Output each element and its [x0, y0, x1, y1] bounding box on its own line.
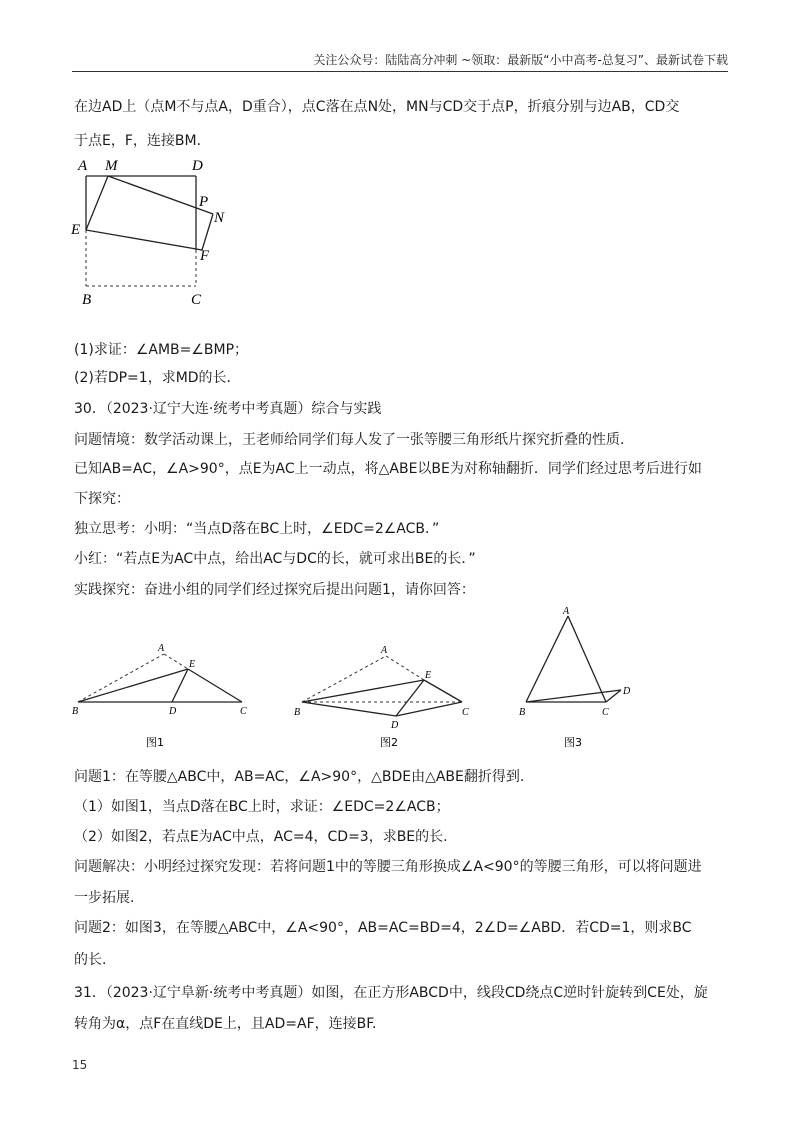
- fig2-label-C: C: [462, 707, 469, 718]
- problem-30-question-1-part-2: （2）如图2，若点E为AC中点，AC=4，CD=3，求BE的长.: [74, 829, 448, 845]
- problem-30-title: 30．（2023·辽宁大连·统考中考真题）综合与实践: [74, 401, 382, 417]
- label-M: M: [105, 158, 118, 174]
- figure-3: [512, 602, 652, 755]
- page-number: 15: [72, 1058, 88, 1072]
- fig2-label-B: B: [294, 707, 301, 718]
- problem-29-text-line-2: 于点E，F，连接BM．: [74, 133, 211, 149]
- figure-2: [290, 640, 480, 755]
- rectangle-fold-figure: [68, 152, 238, 312]
- fig2-label-E: E: [425, 670, 432, 681]
- problem-31-line-2: 转角为α，点F在直线DE上，且AD=AF，连接BF.: [74, 1016, 377, 1032]
- figure-1: [70, 640, 260, 755]
- page-header: 关注公众号：陆陆高分冲刺 ~领取：最新版“小中高考-总复习”、最新试卷下载: [313, 53, 728, 67]
- problem-30-question-2-line-2: 的长.: [74, 952, 107, 968]
- fig3-caption: 图3: [564, 736, 582, 749]
- fig1-label-E: E: [189, 659, 196, 670]
- fig2-label-D: D: [391, 720, 399, 731]
- header-rule: [72, 71, 728, 72]
- fig1-label-C: C: [240, 706, 247, 717]
- question-29-1: (1)求证：∠AMB=∠BMP；: [74, 342, 249, 358]
- problem-30-question-1: 问题1：在等腰△ABC中，AB=AC，∠A>90°，△BDE由△ABE翻折得到.: [74, 769, 525, 785]
- label-E: E: [71, 222, 81, 238]
- problem-30-given-line-2: 下探究：: [74, 491, 130, 507]
- problem-29-text-line-1: 在边AD上（点M不与点A，D重合），点C落在点N处，MN与CD交于点P，折痕分别与边AB，CD交: [74, 99, 680, 115]
- label-P: P: [199, 194, 209, 210]
- problem-30-practice: 实践探究：奋进小组的同学们经过探究后提出问题1，请你回答：: [74, 582, 475, 598]
- question-29-2: (2)若DP=1，求MD的长．: [74, 370, 241, 386]
- label-C: C: [191, 292, 202, 308]
- problem-30-xiaohong: 小红：“若点E为AC中点，给出AC与DC的长，就可求出BE的长．”: [74, 551, 476, 567]
- fig2-label-A: A: [381, 645, 388, 656]
- label-F: F: [200, 248, 210, 264]
- fig1-label-B: B: [72, 706, 79, 717]
- problem-30-question-2-line-1: 问题2：如图3，在等腰△ABC中，∠A<90°，AB=AC=BD=4，2∠D=∠ABD．若CD=1，则求BC: [74, 920, 692, 936]
- problem-30-scenario: 问题情境：数学活动课上，王老师给同学们每人发了一张等腰三角形纸片探究折叠的性质．: [74, 432, 634, 448]
- fig3-label-B: B: [519, 707, 526, 718]
- problem-30-question-1-part-1: （1）如图1，当点D落在BC上时，求证：∠EDC=2∠ACB；: [74, 799, 450, 815]
- fig1-caption: 图1: [146, 736, 164, 749]
- label-A: A: [78, 158, 88, 174]
- problem-30-xiaoming: 独立思考：小明：“当点D落在BC上时，∠EDC=2∠ACB．”: [74, 521, 440, 537]
- fig1-label-D: D: [169, 706, 177, 717]
- fig3-label-A: A: [563, 606, 570, 617]
- label-B: B: [82, 292, 92, 308]
- problem-30-solution-line-2: 一步拓展.: [74, 890, 135, 906]
- fig1-label-A: A: [158, 643, 165, 654]
- problem-31-line-1: 31．（2023·辽宁阜新·统考中考真题）如图，在正方形ABCD中，线段CD绕点C逆时针旋转到CE处，旋: [74, 985, 708, 1001]
- label-N: N: [214, 210, 225, 226]
- problem-30-solution-line-1: 问题解决：小明经过探究发现：若将问题1中的等腰三角形换成∠A<90°的等腰三角形，可以将问题进: [74, 859, 702, 875]
- label-D: D: [192, 158, 203, 174]
- fig3-label-D: D: [623, 686, 631, 697]
- fig2-caption: 图2: [380, 736, 398, 749]
- fig3-label-C: C: [602, 707, 609, 718]
- problem-30-given-line-1: 已知AB=AC，∠A>90°，点E为AC上一动点，将△ABE以BE为对称轴翻折．同学们经过思考后进行如: [74, 461, 702, 477]
